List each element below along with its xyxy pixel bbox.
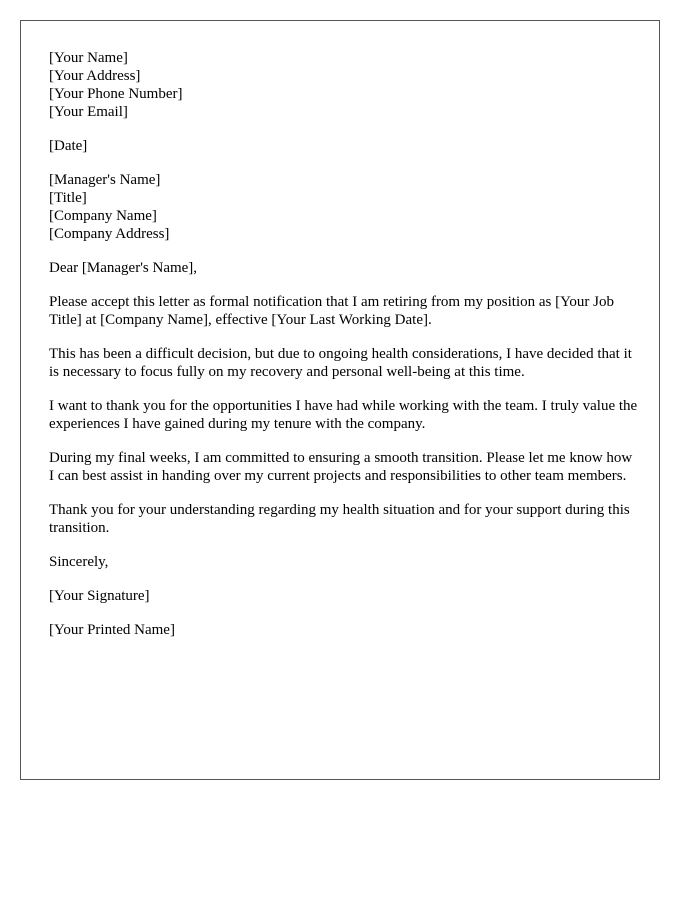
body-paragraph-1: Please accept this letter as formal notification that I am retiring from my position as [Your Job Title] at [Company Name], effective [Your Last Working Date]. [49,294,615,328]
salutation-block [49,259,639,277]
letter-content [49,49,639,655]
body-paragraph-2: This has been a difficult decision, but due to ongoing health considerations, I have decided that it is necessary to focus fully on my recovery and personal well-being at this time. [49,346,632,380]
body-paragraph-4: During my final weeks, I am committed to ensuring a smooth transition. Please let me know how I can best assist in handing over my current projects and responsibilities to other team members. [49,450,633,484]
printed-name-block [49,621,639,639]
sender-block [49,49,639,121]
closing-block [49,553,639,571]
recipient-title: [Title] [49,190,87,206]
letter-date: [Date] [49,138,88,154]
sender-phone: [Your Phone Number] [49,86,183,102]
sender-email: [Your Email] [49,104,128,120]
printed-name: [Your Printed Name] [49,622,175,638]
signature-block [49,587,639,605]
sender-name: [Your Name] [49,50,128,66]
signature: [Your Signature] [49,588,150,604]
date-block [49,137,639,155]
recipient-address: [Company Address] [49,226,170,242]
salutation: Dear [Manager's Name], [49,260,198,276]
letter-frame [20,20,660,780]
body-paragraph-5: Thank you for your understanding regarding my health situation and for your support during this transition. [49,502,630,536]
recipient-block [49,171,639,243]
recipient-company: [Company Name] [49,208,157,224]
body-paragraph-3: I want to thank you for the opportunities I have had while working with the team. I truly value the experiences I have gained during my tenure with the company. [49,398,638,432]
sender-address: [Your Address] [49,68,141,84]
recipient-name: [Manager's Name] [49,172,161,188]
closing: Sincerely, [49,554,109,570]
